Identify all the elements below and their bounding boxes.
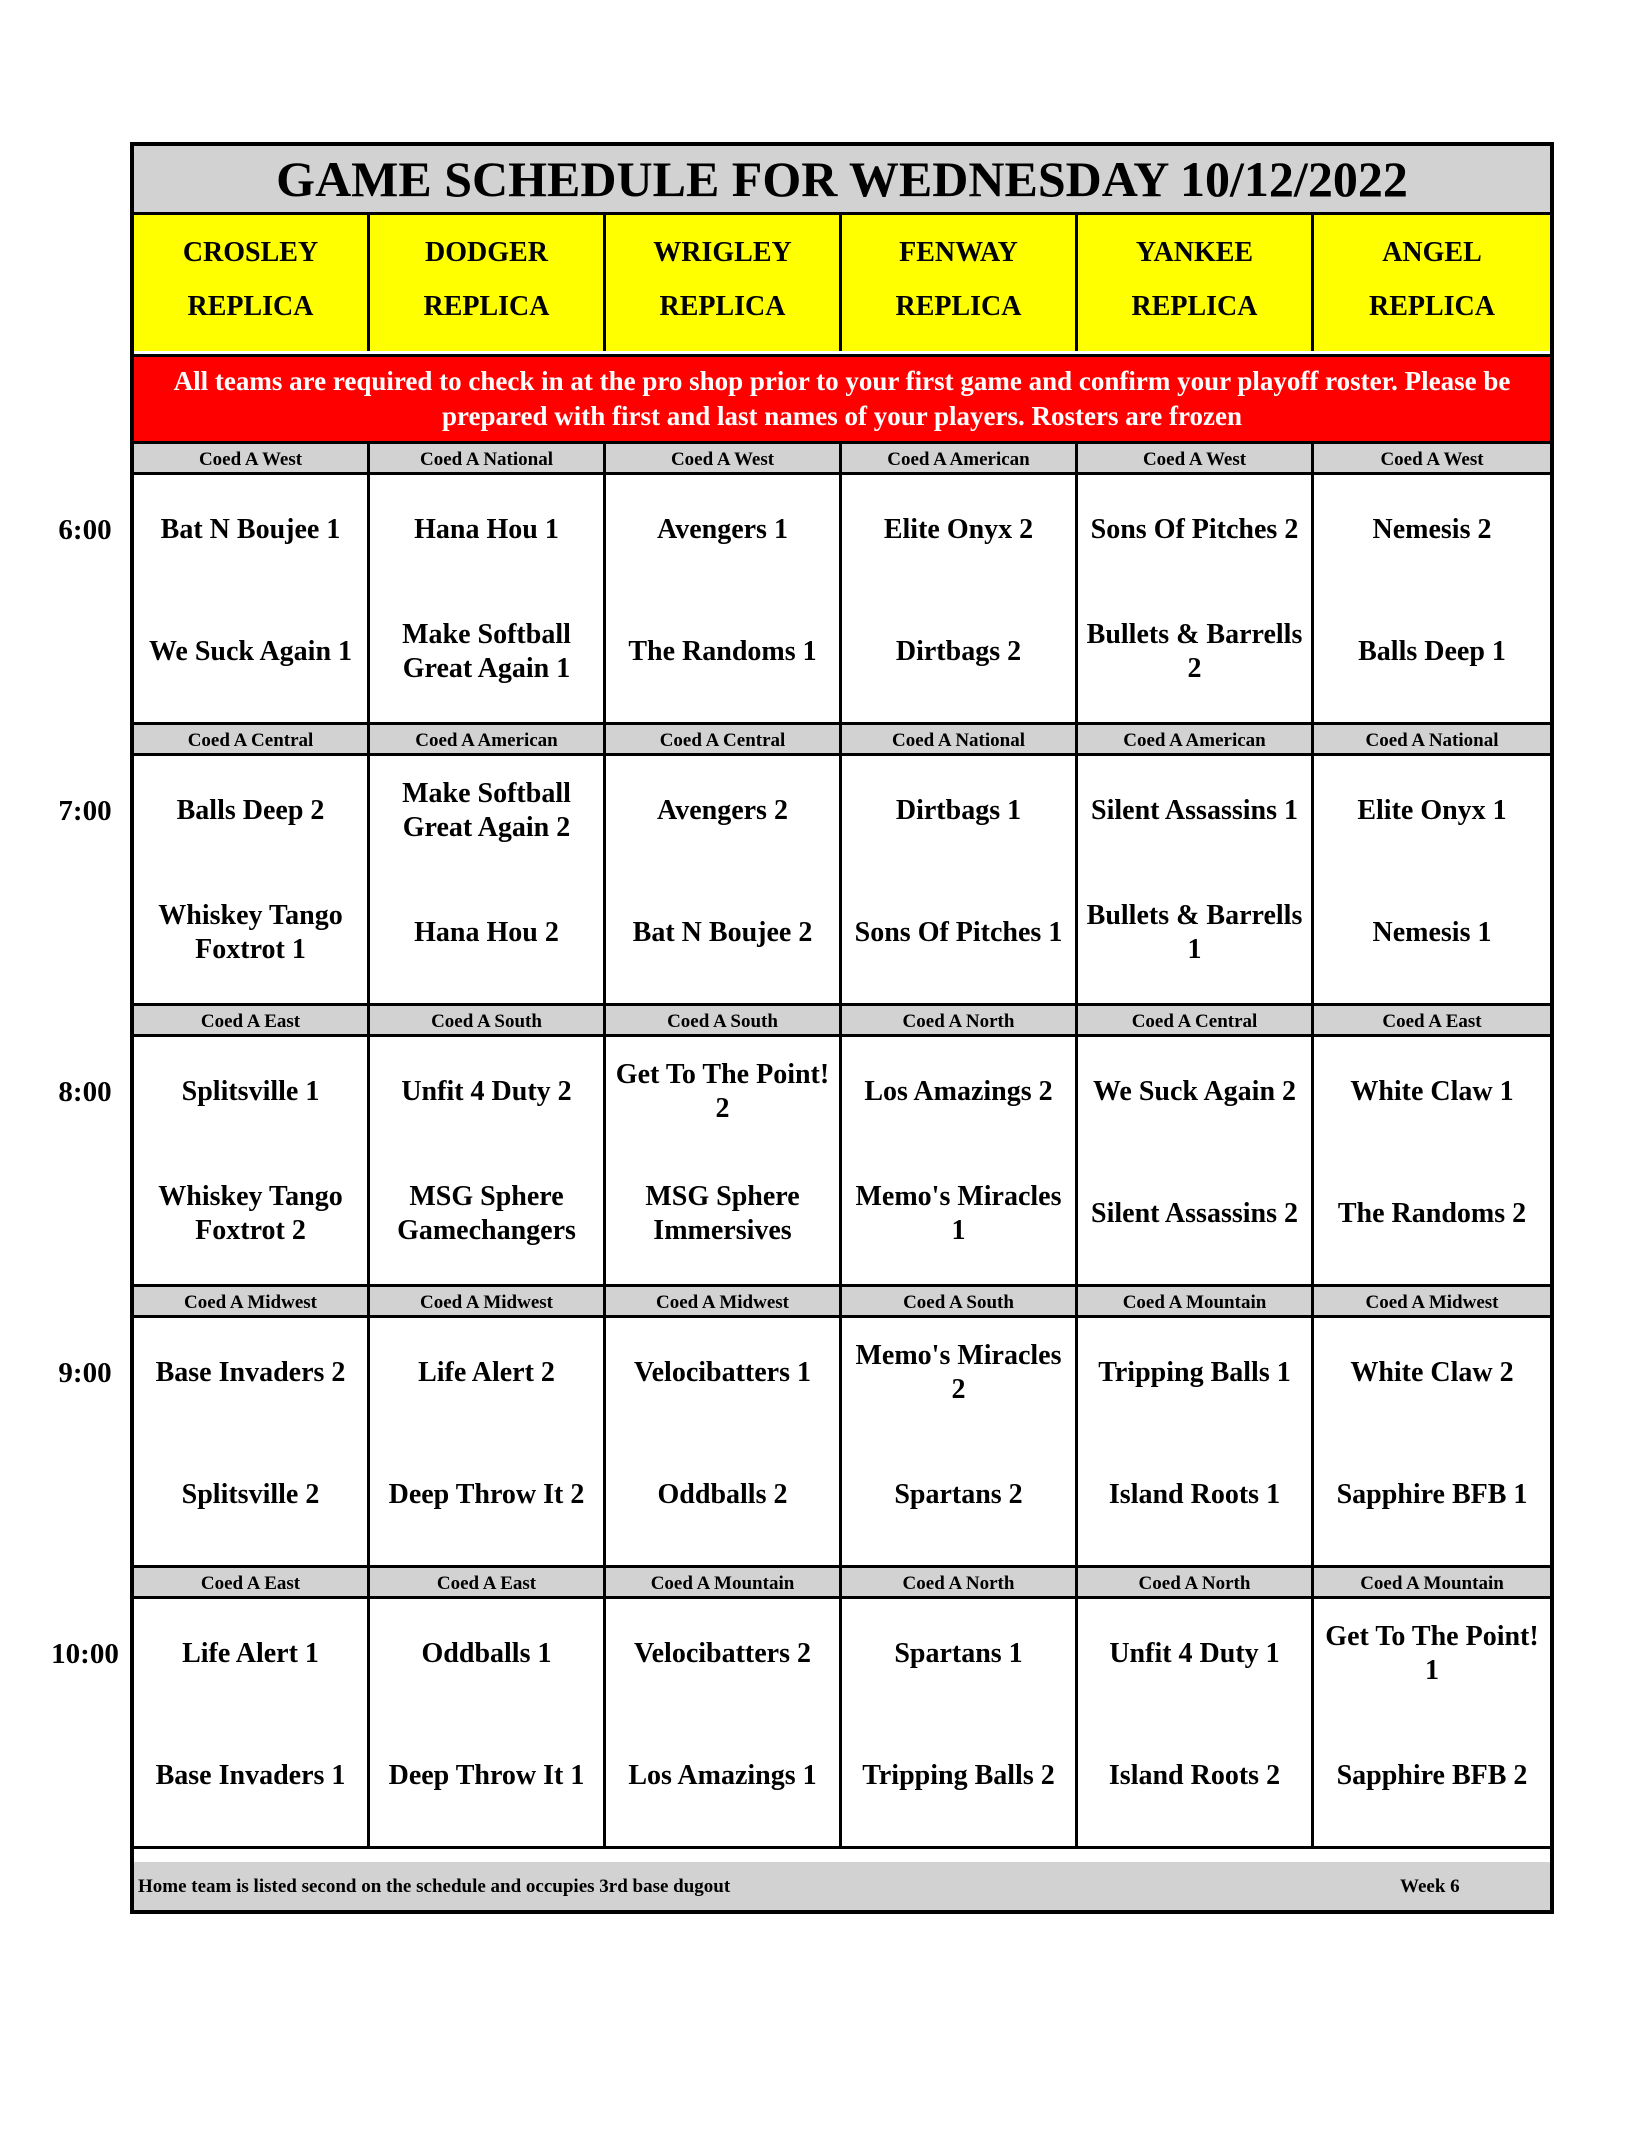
division-label: Coed A National xyxy=(842,725,1078,756)
away-team: Los Amazings 2 xyxy=(864,1076,1053,1107)
away-team: Get To The Point! 1 xyxy=(1325,1621,1539,1686)
field-sub: REPLICA xyxy=(659,291,786,322)
game-cell xyxy=(370,1599,606,1849)
field-header xyxy=(370,215,606,351)
home-team: Sapphire BFB 2 xyxy=(1336,1760,1528,1791)
division-label: Coed A North xyxy=(842,1006,1078,1037)
field-name: FENWAY xyxy=(899,237,1018,268)
field-header xyxy=(842,215,1078,351)
away-team: Silent Assassins 1 xyxy=(1091,795,1298,826)
game-cell xyxy=(1078,1037,1314,1287)
division-label: Coed A South xyxy=(606,1006,842,1037)
field-sub: REPLICA xyxy=(1131,291,1258,322)
division-label: Coed A West xyxy=(134,444,370,475)
game-cell xyxy=(1078,756,1314,1006)
away-team: Splitsville 1 xyxy=(181,1076,320,1107)
away-team: Get To The Point! 2 xyxy=(615,1059,830,1124)
home-team: Deep Throw It 2 xyxy=(388,1479,585,1510)
away-team: Sons Of Pitches 2 xyxy=(1090,514,1299,545)
game-cell xyxy=(370,756,606,1006)
home-team: Oddballs 2 xyxy=(657,1479,788,1510)
game-cell xyxy=(842,1318,1078,1568)
schedule-footer xyxy=(134,1862,1550,1910)
game-cell xyxy=(134,1037,370,1287)
field-header xyxy=(1314,215,1550,351)
home-team: Los Amazings 1 xyxy=(628,1760,817,1791)
field-header xyxy=(606,215,842,351)
division-label: Coed A Central xyxy=(606,725,842,756)
away-team: Spartans 1 xyxy=(894,1638,1023,1669)
field-name: YANKEE xyxy=(1135,237,1254,268)
home-team: Make Softball Great Again 1 xyxy=(402,619,571,684)
division-label: Coed A East xyxy=(370,1568,606,1599)
home-team: MSG Sphere Immersives xyxy=(645,1181,800,1246)
home-team: Sapphire BFB 1 xyxy=(1336,1479,1528,1510)
away-team: Elite Onyx 2 xyxy=(883,514,1034,545)
field-sub: REPLICA xyxy=(1368,291,1495,322)
game-cell xyxy=(134,1599,370,1849)
division-label: Coed A West xyxy=(1314,444,1550,475)
time-label: 6:00 xyxy=(58,514,112,546)
home-team: Tripping Balls 2 xyxy=(862,1760,1055,1791)
game-cell xyxy=(1078,475,1314,725)
time-label: 10:00 xyxy=(51,1638,119,1670)
game-cell xyxy=(370,1318,606,1568)
division-label: Coed A American xyxy=(1078,725,1314,756)
away-team: Velocibatters 1 xyxy=(633,1357,812,1388)
division-label: Coed A Midwest xyxy=(134,1287,370,1318)
away-team: Unfit 4 Duty 2 xyxy=(401,1076,572,1107)
field-name: CROSLEY xyxy=(182,237,319,268)
game-cell xyxy=(134,756,370,1006)
away-team: Avengers 2 xyxy=(657,795,788,826)
home-team: Deep Throw It 1 xyxy=(388,1760,585,1791)
game-cell xyxy=(842,475,1078,725)
field-header xyxy=(134,215,370,351)
home-team: Sons Of Pitches 1 xyxy=(854,917,1063,948)
game-cell xyxy=(1314,1318,1550,1568)
game-cell xyxy=(606,1037,842,1287)
game-cell xyxy=(1078,1318,1314,1568)
away-team: Base Invaders 2 xyxy=(155,1357,346,1388)
home-team-note: Home team is listed second on the schedule and occupies 3rd base dugout xyxy=(138,1876,731,1897)
home-team: Bullets & Barrells 2 xyxy=(1086,619,1303,684)
away-team: Memo's Miracles 2 xyxy=(855,1340,1062,1405)
game-cell xyxy=(1314,1037,1550,1287)
game-cell xyxy=(842,756,1078,1006)
away-team: Oddballs 1 xyxy=(421,1638,552,1669)
division-label: Coed A Midwest xyxy=(370,1287,606,1318)
time-label: 8:00 xyxy=(58,1076,112,1108)
home-team: Dirtbags 2 xyxy=(895,636,1022,667)
home-team: Base Invaders 1 xyxy=(155,1760,346,1791)
away-team: Unfit 4 Duty 1 xyxy=(1109,1638,1280,1669)
division-label: Coed A Central xyxy=(1078,1006,1314,1037)
game-cell xyxy=(370,475,606,725)
week-label: Week 6 xyxy=(1400,1876,1460,1897)
game-cell xyxy=(370,1037,606,1287)
away-team: Hana Hou 1 xyxy=(414,514,559,545)
time-label: 9:00 xyxy=(58,1357,112,1389)
division-label: Coed A South xyxy=(842,1287,1078,1318)
away-team: Velocibatters 2 xyxy=(633,1638,812,1669)
home-team: Silent Assassins 2 xyxy=(1091,1198,1298,1229)
division-label: Coed A West xyxy=(1078,444,1314,475)
away-team: Life Alert 1 xyxy=(182,1638,319,1669)
home-team: We Suck Again 1 xyxy=(148,636,353,667)
division-label: Coed A Midwest xyxy=(606,1287,842,1318)
away-team: Dirtbags 1 xyxy=(895,795,1022,826)
time-label: 7:00 xyxy=(58,795,112,827)
division-label: Coed A East xyxy=(134,1568,370,1599)
home-team: The Randoms 1 xyxy=(628,636,817,667)
division-label: Coed A Mountain xyxy=(606,1568,842,1599)
home-team: Island Roots 2 xyxy=(1108,1760,1281,1791)
away-team: Tripping Balls 1 xyxy=(1098,1357,1291,1388)
game-cell xyxy=(1314,756,1550,1006)
field-sub: REPLICA xyxy=(187,291,314,322)
away-team: Elite Onyx 1 xyxy=(1357,795,1507,826)
division-label: Coed A American xyxy=(842,444,1078,475)
home-team: Splitsville 2 xyxy=(181,1479,320,1510)
division-label: Coed A South xyxy=(370,1006,606,1037)
schedule-title: GAME SCHEDULE FOR WEDNESDAY 10/12/2022 xyxy=(134,146,1550,215)
schedule-sheet xyxy=(130,142,1554,1914)
division-label: Coed A Mountain xyxy=(1078,1287,1314,1318)
home-team: Spartans 2 xyxy=(894,1479,1023,1510)
game-cell xyxy=(134,475,370,725)
home-team: Bat N Boujee 2 xyxy=(632,917,813,948)
division-label: Coed A National xyxy=(370,444,606,475)
away-team: We Suck Again 2 xyxy=(1092,1076,1297,1107)
home-team: Whiskey Tango Foxtrot 1 xyxy=(158,900,343,965)
away-team: Balls Deep 2 xyxy=(176,795,325,826)
division-label: Coed A North xyxy=(1078,1568,1314,1599)
field-sub: REPLICA xyxy=(895,291,1022,322)
home-team: MSG Sphere Gamechangers xyxy=(397,1181,576,1246)
division-label: Coed A West xyxy=(606,444,842,475)
notice-banner: All teams are required to check in at the pro shop prior to your first game and confirm your playoff roster. Please be prepared with first and last names of your players. Rosters are frozen xyxy=(134,354,1550,444)
away-team: Nemesis 2 xyxy=(1372,514,1492,545)
field-name: DODGER xyxy=(425,237,548,268)
game-cell xyxy=(1078,1599,1314,1849)
game-cell xyxy=(606,756,842,1006)
field-name: WRIGLEY xyxy=(653,237,792,268)
division-label: Coed A Midwest xyxy=(1314,1287,1550,1318)
game-cell xyxy=(606,1599,842,1849)
field-header xyxy=(1078,215,1314,351)
division-label: Coed A East xyxy=(134,1006,370,1037)
home-team: The Randoms 2 xyxy=(1337,1198,1527,1229)
game-cell xyxy=(842,1037,1078,1287)
division-label: Coed A Central xyxy=(134,725,370,756)
home-team: Bullets & Barrells 1 xyxy=(1086,900,1303,965)
away-team: Life Alert 2 xyxy=(418,1357,555,1388)
home-team: Balls Deep 1 xyxy=(1358,636,1506,667)
division-label: Coed A East xyxy=(1314,1006,1550,1037)
away-team: White Claw 2 xyxy=(1350,1357,1514,1388)
division-label: Coed A North xyxy=(842,1568,1078,1599)
division-label: Coed A American xyxy=(370,725,606,756)
game-cell xyxy=(842,1599,1078,1849)
field-name: ANGEL xyxy=(1382,237,1482,268)
away-team: White Claw 1 xyxy=(1350,1076,1514,1107)
away-team: Avengers 1 xyxy=(657,514,788,545)
division-label: Coed A National xyxy=(1314,725,1550,756)
field-sub: REPLICA xyxy=(423,291,550,322)
game-cell xyxy=(1314,475,1550,725)
division-label: Coed A Mountain xyxy=(1314,1568,1550,1599)
home-team: Nemesis 1 xyxy=(1372,917,1492,948)
game-cell xyxy=(606,475,842,725)
home-team: Whiskey Tango Foxtrot 2 xyxy=(158,1181,343,1246)
home-team: Island Roots 1 xyxy=(1108,1479,1281,1510)
home-team: Hana Hou 2 xyxy=(414,917,559,948)
game-cell xyxy=(606,1318,842,1568)
game-cell xyxy=(134,1318,370,1568)
away-team: Make Softball Great Again 2 xyxy=(402,778,571,843)
home-team: Memo's Miracles 1 xyxy=(855,1181,1062,1246)
game-cell xyxy=(1314,1599,1550,1849)
away-team: Bat N Boujee 1 xyxy=(160,514,341,545)
